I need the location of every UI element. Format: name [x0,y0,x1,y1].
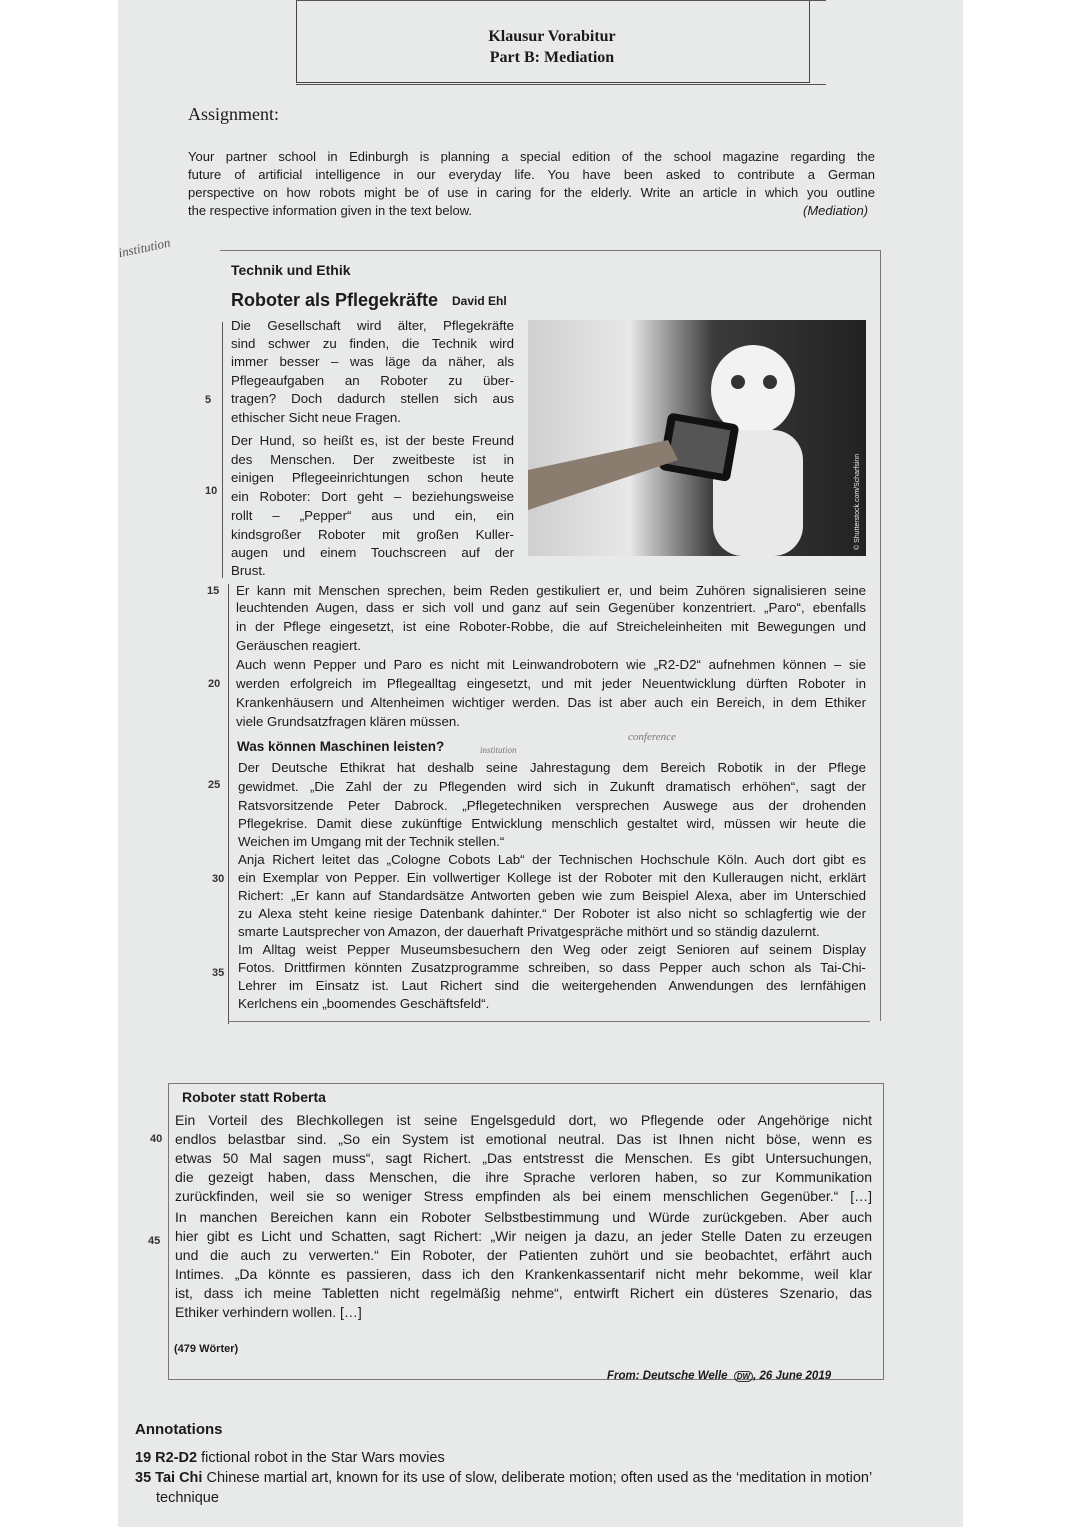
text-line: rollt – „Pepper“ aus und ein, ein [231,508,514,523]
line-number: 10 [205,485,218,497]
text-line: etwas 50 Mal sagen muss“, sagt Richert. „Das entstresst die Menschen. Es gibt Untersuchungen, [175,1150,872,1166]
text-line: the respective information given in the text below. [188,203,472,218]
margin-bar [222,322,223,578]
line-number: 25 [208,779,221,791]
annotation-text: Chinese martial art, known for its use of slow, deliberate motion; often used as the ‘meditation in motion’ [206,1470,873,1486]
line-number: 30 [212,873,225,885]
dw-logo: DW [734,1371,753,1382]
text-line: gewidmet. „Die Zahl der zu Pflegenden wird sich in Zukunft dramatisch erhöhen“, sagt der [238,779,866,794]
text-line: zu Alexa steht keine riesige Datenbank dahinter.“ Der Roboter ist also nicht so schlagfertig wie der [238,906,866,921]
annotation-term: R2-D2 [155,1450,198,1466]
photo-credit: © Shutterstock.com/Scharfsinn [854,453,861,550]
text-line: viele Grundsatzfragen klären müssen. [236,714,460,729]
line-number: 20 [208,678,221,690]
text-line: ein Exemplar von Pepper. Ein vollwertiger Kollege ist der Roboter mit den Kulleraugen nicht, erklärt [238,870,866,885]
text-line: Er kann mit Menschen sprechen, beim Reden gestikuliert er, und beim Zuhören signalisieren seine [236,583,866,598]
text-line: smarte Lautsprecher von Amazon, der dauerhaft Privatgespräche mithört und so ständig dazulernt. [238,924,820,939]
text-line: Anja Richert leitet das „Cologne Cobots Lab“ der Technischen Hochschule Köln. Auch dort gibt es [238,852,866,867]
text-line: Auch wenn Pepper und Paro es nicht mit Leinwandrobotern wie „R2-D2“ aufnehmen können – sie [236,657,866,672]
article2-title: Roboter statt Roberta [182,1089,326,1105]
text-line: Der Hund, so heißt es, ist der beste Freund [231,433,514,448]
text-line: Lehrer im Einsatz ist. Laut Richert sind die weitergehenden Anwendungen des lernfähigen [238,978,866,993]
text-line: Intimes. „Da könnte es passieren, dass ich den Krankenkassentarif nicht mehr bekomme, weil klar [175,1266,872,1282]
text-line: werden erfolgreich im Pflegealltag eingesetzt, und mit jeder Neuentwicklung dürften Roboter in [236,676,866,691]
annotation-line-ref: 35 [135,1470,152,1486]
text-line: Ethiker verhindern wollen. […] [175,1304,362,1320]
text-line: die gezeigt haben, dass Menschen, die ihre Sprache verloren haben, so zur Kommunikation [175,1169,872,1185]
text-line: in der Pflege eingesetzt, ist eine Roboter-Robbe, die auf Streicheleinheiten mit Bewegungen und [236,619,866,634]
text-line: Geräuschen reagiert. [236,638,361,653]
text-line: immer besser – was läge da näher, als [231,354,514,369]
text-line: einigen Pflegeeinrichtungen schon heute [231,470,514,485]
annotation-term: Tai Chi [155,1470,203,1486]
margin-bar [228,584,229,1024]
text-line: Pflegekrise. Damit diese zukünftige Entwicklung menschlich gestaltet wird, müssen wir heute die [238,816,866,831]
header-rule-top [296,0,826,1]
robot-pepper-image [528,320,866,556]
article-box-bottom [228,1021,870,1022]
text-line: Richert: „Er kann auf Standardsätze Antworten geben wie zum Beispiel Alexa, aber im Unterschied [238,888,866,903]
annotation-text: fictional robot in the Star Wars movies [201,1450,445,1466]
source-label: From: Deutsche Welle [607,1370,728,1382]
annotation-item [135,1450,445,1467]
assignment-tag: (Mediation) [803,203,869,218]
annotations-heading: Annotations [135,1421,223,1438]
text-line: augen und einem Touchscreen auf der [231,545,514,560]
article-title: Roboter als Pflegekräfte [231,290,439,310]
text-line: Im Alltag weist Pepper Museumsbesuchern den Weg oder zeigt Senioren auf seinem Display [238,942,866,957]
text-line: Ein Vorteil des Blechkollegen ist seine Engelsgeduld dort, wo Pflegende oder Angehörige nicht [175,1112,872,1128]
annotation-item [135,1470,872,1487]
header-title: Klausur Vorabitur [488,28,616,45]
text-line: future of artificial intelligence in our everyday life. You have been asked to contribute a German [188,167,875,182]
handwritten-note-institution: institution [480,745,517,755]
text-line: Fotos. Drittfirmen könnten Zusatzprogramme schreiben, so dass Pepper auch schon als Tai-Chi- [238,960,866,975]
text-line: Weichen im Umgang mit der Technik stellen.“ [238,834,505,849]
line-number: 15 [207,585,220,597]
text-line: Brust. [231,563,266,578]
word-count: (479 Wörter) [174,1343,239,1355]
text-line: zurückfinden, weil sie so weniger Stress empfinden als bei einem menschlichen Gegenüber.“ […] [175,1188,872,1204]
line-number: 5 [205,394,212,406]
line-number: 40 [150,1133,163,1145]
article-author: David Ehl [452,294,507,308]
text-line: und die auch zu verwerten.“ Ein Roboter, der Patienten zuhört und sie beobachtet, erfährt auch [175,1247,872,1263]
text-line: Kerlchens ein „boomendes Geschäftsfeld“. [238,996,490,1011]
article-subheading: Was können Maschinen leisten? [237,739,445,754]
text-line: hier gibt es Licht und Schatten, sagt Richert: „Wir neigen ja dazu, an jeder Stelle Daten zu erzeugen [175,1228,872,1244]
text-line: endlos belastbar sind. „So ein System ist emotional neutral. Das ist Ihnen nicht böse, wenn es [175,1131,872,1147]
line-number: 45 [148,1235,161,1247]
text-line: Der Deutsche Ethikrat hat deshalb seine Jahrestagung dem Bereich Robotik in der Pflege [238,760,866,775]
header-subtitle: Part B: Mediation [489,49,615,66]
text-line: leuchtenden Augen, dass er sich voll und ganz auf sein Gegenüber konzentriert. „Paro“, ebenfalls [236,600,866,615]
text-line: Pflegeaufgaben an Roboter zu über- [231,373,514,388]
text-line: kindsgroßer Roboter mit großen Kuller- [231,527,514,542]
article-kicker: Technik und Ethik [231,262,351,278]
text-line: ist, dass ich meine Tabletten nicht regelmäßig nehme“, entwirft Richert ein düsteres Szenario, das [175,1285,872,1301]
header-rule-bottom [296,84,826,85]
source-date: , 26 June 2019 [753,1370,832,1382]
text-line: sind schwer zu finden, die Technik wird [231,336,514,351]
text-line: tragen? Doch dadurch stellen sich aus [231,391,514,406]
handwritten-note: institution [116,234,172,261]
source-line [607,1370,831,1382]
annotation-continuation: technique [156,1490,219,1506]
text-line: ethischer Sicht neue Fragen. [231,410,402,425]
text-line: Your partner school in Edinburgh is planning a special edition of the school magazine regarding the [188,149,875,164]
text-line: In manchen Bereichen kann ein Roboter Selbstbestimmung und Würde zurückgeben. Aber auch [175,1209,872,1225]
text-line: perspective on how robots might be of use in caring for the elderly. Write an article in which you outline [188,185,875,200]
text-line: Krankenhäusern und Altenheimen wichtiger werden. Das ist aber auch ein Bereich, in dem Ethiker [236,695,866,710]
text-line: Die Gesellschaft wird älter, Pflegekräfte [231,318,514,333]
text-line: des Menschen. Der zweitbeste ist in [231,452,514,467]
text-line: ein Roboter: Dort geht – beziehungsweise [231,489,514,504]
assignment-label: Assignment: [188,104,280,124]
handwritten-note-conference: conference [628,731,676,743]
line-number: 35 [212,967,225,979]
robot-photo [528,320,866,556]
annotation-line-ref: 19 [135,1450,152,1466]
text-line: Ratsvorsitzende Peter Dabrock. „Pflegetechniken versprechen Auswege aus der drohenden [238,798,866,813]
